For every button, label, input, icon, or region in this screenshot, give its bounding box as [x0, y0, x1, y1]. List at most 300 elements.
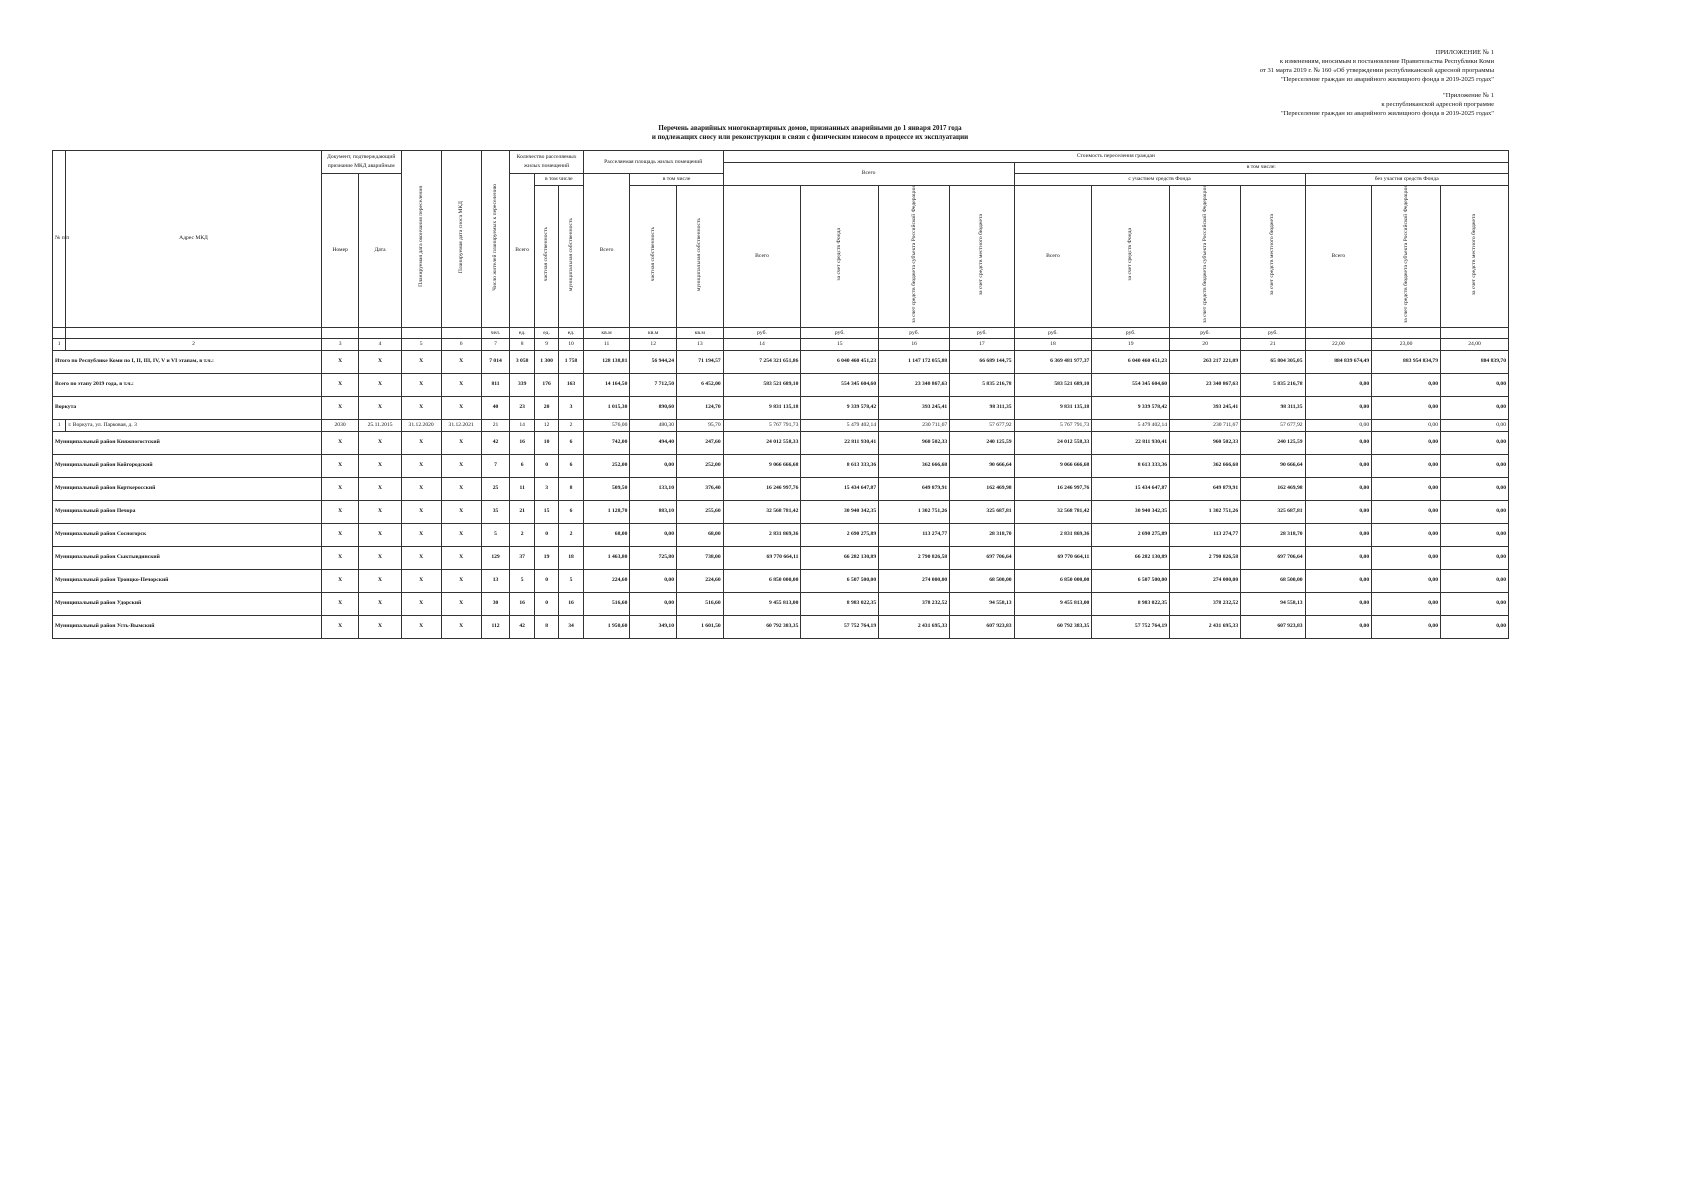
cell-c16: 1 302 751,26	[879, 500, 950, 523]
group-row	[53, 396, 1509, 419]
cell-c11: 224,60	[583, 569, 630, 592]
cell-c11: 516,60	[583, 592, 630, 615]
cell-c16: 230 711,67	[879, 419, 950, 431]
cell-c20: 393 245,41	[1170, 396, 1241, 419]
column-number: 21	[1241, 339, 1305, 351]
header-rooms-including: в том числе	[534, 174, 583, 186]
cell-c23: 0,00	[1372, 396, 1441, 419]
cell-c14: 60 792 383,35	[723, 615, 801, 638]
header-planned-relocation: Планируемая дата окончания переселения	[417, 186, 424, 288]
cell-c16: 2 431 695,33	[879, 615, 950, 638]
header-without-fund: без участия средств Фонда	[1305, 174, 1508, 186]
cell-c18: 6 850 000,00	[1014, 569, 1092, 592]
cell-c19: 6 507 500,00	[1092, 569, 1170, 592]
header-area-including: в том числе	[630, 174, 723, 186]
cell-c14: 9 066 666,68	[723, 454, 801, 477]
cell-c14: 5 767 791,73	[723, 419, 801, 431]
cell-c5: X	[401, 500, 441, 523]
cell-c23: 0,00	[1372, 431, 1441, 454]
cell-c13: 124,70	[677, 396, 724, 419]
cell-c6: X	[441, 523, 481, 546]
document-title	[340, 124, 1280, 142]
cell-c21: 162 469,98	[1241, 477, 1305, 500]
unit-rub: руб.	[1014, 327, 1092, 339]
cell-c18: 24 012 558,33	[1014, 431, 1092, 454]
cell-c18: 2 831 869,36	[1014, 523, 1092, 546]
cell-c21: 68 500,00	[1241, 569, 1305, 592]
unit-rub: руб.	[723, 327, 801, 339]
cell-c20: 230 711,67	[1170, 419, 1241, 431]
table-body	[53, 350, 1509, 638]
cell-c23: 0,00	[1372, 569, 1441, 592]
cell-c8: 2	[510, 523, 534, 546]
cell-c4: X	[359, 523, 401, 546]
cell-c22: 0,00	[1305, 419, 1372, 431]
cell-c14: 6 850 000,00	[723, 569, 801, 592]
column-number: 22,00	[1305, 339, 1372, 351]
cell-c23: 883 954 834,79	[1372, 350, 1441, 373]
cell-c24: 0,00	[1441, 592, 1509, 615]
cell-c20: 274 000,00	[1170, 569, 1241, 592]
cell-c5: 31.12.2020	[401, 419, 441, 431]
cell-c11: 1 950,60	[583, 615, 630, 638]
cell-c13: 95,70	[677, 419, 724, 431]
cell-c10: 1 758	[559, 350, 583, 373]
cell-c9: 176	[534, 373, 558, 396]
cell-c13: 252,00	[677, 454, 724, 477]
header-residents: Число жителей планируемых к переселению	[492, 183, 499, 291]
group-name: Муниципальный район Корткеросский	[53, 477, 322, 500]
cell-c6: X	[441, 477, 481, 500]
cell-c22: 0,00	[1305, 569, 1372, 592]
cell-c15: 30 940 342,35	[801, 500, 879, 523]
cell-c13: 255,60	[677, 500, 724, 523]
cell-c3: X	[321, 523, 359, 546]
column-number: 13	[677, 339, 724, 351]
cell-c6: X	[441, 373, 481, 396]
cell-c4: X	[359, 477, 401, 500]
table-row	[53, 419, 1509, 431]
cell-c12: 133,10	[630, 477, 677, 500]
cell-c16: 362 666,68	[879, 454, 950, 477]
cell-c16: 378 232,52	[879, 592, 950, 615]
cell-c11: 68,00	[583, 523, 630, 546]
cell-c17: 325 687,81	[950, 500, 1014, 523]
cell-c13: 224,60	[677, 569, 724, 592]
cell-c21: 697 706,64	[1241, 546, 1305, 569]
cell-c6: X	[441, 396, 481, 419]
cell-c11: 1 463,80	[583, 546, 630, 569]
cell-c3: X	[321, 454, 359, 477]
title-line2: и подлежащих сносу или реконструкции в связи с физическим износом в процессе их эксплуатации	[651, 133, 969, 141]
cell-c9: 0	[534, 592, 558, 615]
column-number: 15	[801, 339, 879, 351]
program-appendix-line1: к республиканской адресной программе	[1381, 101, 1494, 108]
group-row	[53, 454, 1509, 477]
column-number: 11	[583, 339, 630, 351]
unit-rub: руб.	[801, 327, 879, 339]
cell-c12: 890,60	[630, 396, 677, 419]
cell-c5: X	[401, 373, 441, 396]
cell-c13: 376,40	[677, 477, 724, 500]
cell-c15: 8 613 333,36	[801, 454, 879, 477]
cell-c12: 494,40	[630, 431, 677, 454]
cell-c17: 68 500,00	[950, 569, 1014, 592]
header-with-local-budget: за счет средств местного бюджета	[1269, 213, 1276, 295]
group-name: Муниципальный район Усть-Вымский	[53, 615, 322, 638]
summary-row	[53, 350, 1509, 373]
cell-c9: 12	[534, 419, 558, 431]
cell-c10: 18	[559, 546, 583, 569]
group-name: Муниципальный район Печора	[53, 500, 322, 523]
unit-sqm: кв.м	[630, 327, 677, 339]
cell-c15: 9 339 578,42	[801, 396, 879, 419]
cell-c10: 34	[559, 615, 583, 638]
cell-c23: 0,00	[1372, 373, 1441, 396]
cell-c17: 697 706,64	[950, 546, 1014, 569]
cell-c24: 0,00	[1441, 431, 1509, 454]
cell-c20: 2 790 826,58	[1170, 546, 1241, 569]
cell-c20: 960 502,33	[1170, 431, 1241, 454]
cell-c24: 884 839,70	[1441, 350, 1509, 373]
cell-c4: X	[359, 546, 401, 569]
cell-c12: 349,10	[630, 615, 677, 638]
column-number: 4	[359, 339, 401, 351]
cell-c18: 69 770 664,11	[1014, 546, 1092, 569]
cell-c3: X	[321, 592, 359, 615]
header-with-fund: с участием средств Фонда	[1014, 174, 1305, 186]
column-number: 8	[510, 339, 534, 351]
cell-c16: 1 147 172 055,88	[879, 350, 950, 373]
title-line1: Перечень аварийных многоквартирных домов, признанных аварийными до 1 января 2017 года	[658, 124, 962, 132]
cell-c7: 811	[481, 373, 510, 396]
cell-c23: 0,00	[1372, 419, 1441, 431]
cell-c19: 15 434 647,87	[1092, 477, 1170, 500]
cell-c4: X	[359, 431, 401, 454]
group-row	[53, 500, 1509, 523]
cell-c17: 28 318,70	[950, 523, 1014, 546]
cell-c24: 0,00	[1441, 396, 1509, 419]
group-name: Муниципальный район Удорский	[53, 592, 322, 615]
cell-c16: 960 502,33	[879, 431, 950, 454]
cell-c5: X	[401, 350, 441, 373]
cell-c24: 0,00	[1441, 454, 1509, 477]
cell-c5: X	[401, 615, 441, 638]
cell-c3: X	[321, 350, 359, 373]
cell-c5: X	[401, 546, 441, 569]
cell-c21: 28 318,70	[1241, 523, 1305, 546]
group-name: Муниципальный район Сыктывдинский	[53, 546, 322, 569]
row-address: г. Воркута, ул. Парковая, д. 3	[66, 419, 321, 431]
cell-c16: 2 790 826,58	[879, 546, 950, 569]
cell-c7: 5	[481, 523, 510, 546]
cell-c24: 0,00	[1441, 615, 1509, 638]
cell-c8: 16	[510, 431, 534, 454]
header-rooms-total: Всего	[510, 174, 534, 328]
cell-c19: 66 282 130,89	[1092, 546, 1170, 569]
group-row	[53, 569, 1509, 592]
cell-c20: 113 274,77	[1170, 523, 1241, 546]
header-num: № п/п	[53, 151, 66, 328]
cell-c17: 607 923,83	[950, 615, 1014, 638]
cell-c23: 0,00	[1372, 500, 1441, 523]
cell-c8: 42	[510, 615, 534, 638]
cell-c22: 0,00	[1305, 431, 1372, 454]
header-cost-total: Всего	[723, 162, 1014, 185]
cell-c20: 649 879,91	[1170, 477, 1241, 500]
unit-rub: руб.	[950, 327, 1014, 339]
cell-c9: 20	[534, 396, 558, 419]
header-area-total: Всего	[583, 174, 630, 328]
cell-c20: 362 666,68	[1170, 454, 1241, 477]
cell-c15: 5 479 402,14	[801, 419, 879, 431]
program-appendix-label: "Приложение № 1	[1443, 92, 1494, 99]
cell-c8: 5	[510, 569, 534, 592]
cell-c12: 0,00	[630, 454, 677, 477]
cell-c4: X	[359, 396, 401, 419]
cell-c3: X	[321, 615, 359, 638]
cell-c17: 162 469,98	[950, 477, 1014, 500]
cell-c4: X	[359, 615, 401, 638]
cell-c21: 65 804 305,05	[1241, 350, 1305, 373]
cell-c3: X	[321, 477, 359, 500]
column-number: 19	[1092, 339, 1170, 351]
cell-c13: 6 452,00	[677, 373, 724, 396]
cell-c22: 0,00	[1305, 454, 1372, 477]
cell-c3: X	[321, 373, 359, 396]
cell-c9: 1 300	[534, 350, 558, 373]
cell-c17: 57 677,92	[950, 419, 1014, 431]
cell-c24: 0,00	[1441, 500, 1509, 523]
cell-c12: 480,30	[630, 419, 677, 431]
cell-c16: 649 879,91	[879, 477, 950, 500]
cell-c23: 0,00	[1372, 523, 1441, 546]
unit-sqm: кв.м	[677, 327, 724, 339]
column-number: 10	[559, 339, 583, 351]
cell-c9: 0	[534, 523, 558, 546]
cell-c3: 2030	[321, 419, 359, 431]
cell-c23: 0,00	[1372, 477, 1441, 500]
cell-c13: 68,00	[677, 523, 724, 546]
cell-c10: 6	[559, 431, 583, 454]
cell-c11: 576,00	[583, 419, 630, 431]
cell-c22: 0,00	[1305, 615, 1372, 638]
cell-c15: 2 690 275,89	[801, 523, 879, 546]
summary-label: Итого по Республике Коми по I, II, III, IV, V и VI этапам, в т.ч.:	[53, 350, 322, 373]
cell-c20: 2 431 695,33	[1170, 615, 1241, 638]
appendix-label: ПРИЛОЖЕНИЕ № 1	[1435, 49, 1494, 56]
header-cost: Стоимость переселения граждан	[723, 151, 1508, 163]
cell-c7: 30	[481, 592, 510, 615]
header-without-region-budget: за счет средств бюджета субъекта Российской Федерации	[1402, 185, 1409, 323]
cell-c6: X	[441, 546, 481, 569]
cell-c8: 11	[510, 477, 534, 500]
column-number: 18	[1014, 339, 1092, 351]
column-number: 16	[879, 339, 950, 351]
cell-c21: 90 666,64	[1241, 454, 1305, 477]
cell-c4: X	[359, 454, 401, 477]
unit-rub: руб.	[1092, 327, 1170, 339]
column-number: 9	[534, 339, 558, 351]
cell-c9: 19	[534, 546, 558, 569]
cell-c15: 22 811 930,41	[801, 431, 879, 454]
cell-c8: 23	[510, 396, 534, 419]
column-number: 3	[321, 339, 359, 351]
cell-c11: 14 164,50	[583, 373, 630, 396]
cell-c3: X	[321, 546, 359, 569]
cell-c22: 884 839 674,49	[1305, 350, 1372, 373]
cell-c7: 21	[481, 419, 510, 431]
cell-c4: 25.11.2015	[359, 419, 401, 431]
cell-c21: 607 923,83	[1241, 615, 1305, 638]
cell-c4: X	[359, 373, 401, 396]
header-rooms-count: Количество расселяемых жилых помещений	[510, 151, 583, 174]
cell-c23: 0,00	[1372, 615, 1441, 638]
cell-c22: 0,00	[1305, 477, 1372, 500]
cell-c14: 16 246 997,76	[723, 477, 801, 500]
cell-c24: 0,00	[1441, 546, 1509, 569]
header-area: Расселяемая площадь жилых помещений	[583, 151, 723, 174]
cell-c18: 60 792 383,35	[1014, 615, 1092, 638]
header-rooms-private: частная собственность	[543, 227, 550, 282]
cell-c6: X	[441, 350, 481, 373]
cell-c4: X	[359, 500, 401, 523]
cell-c17: 94 558,13	[950, 592, 1014, 615]
group-row	[53, 523, 1509, 546]
cell-c20: 23 340 867,63	[1170, 373, 1241, 396]
cell-c12: 0,00	[630, 592, 677, 615]
cell-c17: 98 311,35	[950, 396, 1014, 419]
cell-c3: X	[321, 431, 359, 454]
cell-c9: 8	[534, 615, 558, 638]
cell-c8: 339	[510, 373, 534, 396]
column-number: 17	[950, 339, 1014, 351]
cell-c8: 37	[510, 546, 534, 569]
cell-c8: 14	[510, 419, 534, 431]
cell-c13: 516,60	[677, 592, 724, 615]
table-header	[53, 151, 1509, 351]
cell-c19: 6 040 460 451,23	[1092, 350, 1170, 373]
cell-c9: 10	[534, 431, 558, 454]
cell-c12: 56 944,24	[630, 350, 677, 373]
unit-sqm: кв.м	[583, 327, 630, 339]
cell-c17: 90 666,64	[950, 454, 1014, 477]
cell-c21: 98 311,35	[1241, 396, 1305, 419]
group-name: Муниципальный район Сосногорск	[53, 523, 322, 546]
column-number: 6	[441, 339, 481, 351]
cell-c4: X	[359, 592, 401, 615]
cell-c16: 113 274,77	[879, 523, 950, 546]
cell-c15: 554 345 604,60	[801, 373, 879, 396]
cell-c10: 2	[559, 419, 583, 431]
cell-c5: X	[401, 477, 441, 500]
appendix-line2: от 31 марта 2019 г. № 160 «Об утверждении республиканской адресной программы	[1259, 67, 1494, 74]
cell-c15: 66 282 130,89	[801, 546, 879, 569]
cell-c10: 2	[559, 523, 583, 546]
column-number: 7	[481, 339, 510, 351]
cell-c18: 16 246 997,76	[1014, 477, 1092, 500]
header-with-region-budget: за счет средств бюджета субъекта Российской Федерации	[1201, 185, 1208, 323]
cell-c13: 738,00	[677, 546, 724, 569]
group-row	[53, 615, 1509, 638]
cell-c19: 30 940 342,35	[1092, 500, 1170, 523]
cell-c5: X	[401, 523, 441, 546]
cell-c17: 66 689 144,75	[950, 350, 1014, 373]
cell-c6: X	[441, 569, 481, 592]
cell-c17: 5 835 216,78	[950, 373, 1014, 396]
group-row	[53, 431, 1509, 454]
cell-c15: 6 040 460 451,23	[801, 350, 879, 373]
cell-c10: 3	[559, 396, 583, 419]
cell-c5: X	[401, 592, 441, 615]
header-planned-demolition: Планируемая дата сноса МКД	[457, 200, 464, 273]
cell-c14: 9 831 135,18	[723, 396, 801, 419]
unit-rub: руб.	[1170, 327, 1241, 339]
cell-c9: 15	[534, 500, 558, 523]
group-name: Муниципальный район Княжпогостский	[53, 431, 322, 454]
unit-units: ед.	[559, 327, 583, 339]
cell-c19: 5 479 402,14	[1092, 419, 1170, 431]
cell-c21: 5 835 216,78	[1241, 373, 1305, 396]
cell-c12: 725,80	[630, 546, 677, 569]
header-cost-total-sum: Всего	[723, 185, 801, 327]
cell-c23: 0,00	[1372, 454, 1441, 477]
cell-c7: 112	[481, 615, 510, 638]
header-cost-including: в том числе:	[1014, 162, 1508, 174]
cell-c15: 57 752 764,19	[801, 615, 879, 638]
group-name: Муниципальный район Троицко-Печорский	[53, 569, 322, 592]
cell-c6: X	[441, 454, 481, 477]
column-number: 2	[66, 339, 321, 351]
cell-c11: 252,00	[583, 454, 630, 477]
cell-c22: 0,00	[1305, 546, 1372, 569]
cell-c12: 883,10	[630, 500, 677, 523]
cell-c19: 8 613 333,36	[1092, 454, 1170, 477]
cell-c7: 7	[481, 454, 510, 477]
cell-c5: X	[401, 454, 441, 477]
cell-c20: 1 302 751,26	[1170, 500, 1241, 523]
cell-c7: 129	[481, 546, 510, 569]
cell-c14: 69 770 664,11	[723, 546, 801, 569]
cell-c18: 583 521 689,10	[1014, 373, 1092, 396]
cell-c8: 16	[510, 592, 534, 615]
cell-c10: 16	[559, 592, 583, 615]
cell-c3: X	[321, 569, 359, 592]
summary-row	[53, 373, 1509, 396]
cell-c18: 9 831 135,18	[1014, 396, 1092, 419]
summary-label: Всего по этапу 2019 года, в т.ч.:	[53, 373, 322, 396]
column-number: 5	[401, 339, 441, 351]
cell-c10: 6	[559, 500, 583, 523]
cell-c21: 57 677,92	[1241, 419, 1305, 431]
cell-c23: 0,00	[1372, 546, 1441, 569]
header-doc-number: Номер	[321, 174, 359, 328]
cell-c7: 40	[481, 396, 510, 419]
cell-c6: X	[441, 615, 481, 638]
cell-c24: 0,00	[1441, 419, 1509, 431]
header-document: Документ, подтверждающий признание МКД аварийным	[321, 151, 401, 174]
cell-c5: X	[401, 396, 441, 419]
cell-c7: 42	[481, 431, 510, 454]
cell-c17: 240 125,59	[950, 431, 1014, 454]
cell-c16: 23 340 867,63	[879, 373, 950, 396]
appendix-header	[1260, 48, 1494, 84]
header-region-budget: за счет средств бюджета субъекта Российской Федерации	[910, 185, 917, 323]
cell-c6: 31.12.2021	[441, 419, 481, 431]
cell-c21: 325 687,81	[1241, 500, 1305, 523]
cell-c22: 0,00	[1305, 523, 1372, 546]
cell-c19: 2 690 275,89	[1092, 523, 1170, 546]
